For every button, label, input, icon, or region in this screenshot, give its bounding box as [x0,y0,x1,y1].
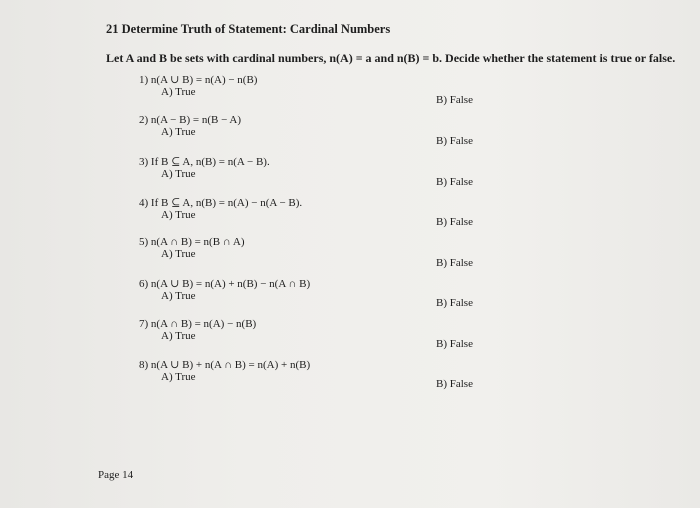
option-true: A) True [161,168,196,180]
option-true: A) True [161,209,196,221]
option-false: B) False [436,378,473,390]
question-statement: 2) n(A − B) = n(B − A) [139,114,242,126]
option-true: A) True [161,126,196,138]
question-statement: 6) n(A ∪ B) = n(A) + n(B) − n(A ∩ B) [139,278,311,290]
option-false: B) False [436,94,473,106]
option-true: A) True [161,248,196,260]
question-5 [139,236,245,261]
option-false: B) False [436,338,473,350]
section-heading: 21 Determine Truth of Statement: Cardinal Numbers [106,22,391,36]
question-6 [139,277,310,303]
question-statement: 8) n(A ∪ B) + n(A ∩ B) = n(A) + n(B) [139,359,311,371]
question-8 [139,358,310,384]
option-false: B) False [436,135,473,147]
question-1 [139,73,257,99]
question-3 [139,155,270,181]
question-statement: 7) n(A ∩ B) = n(A) − n(B) [139,318,257,330]
option-true: A) True [161,86,196,98]
question-2 [139,114,241,139]
question-statement: 1) n(A ∪ B) = n(A) − n(B) [139,74,258,86]
question-statement: 5) n(A ∩ B) = n(B ∩ A) [139,236,245,248]
option-false: B) False [436,176,473,188]
option-true: A) True [161,290,196,302]
option-true: A) True [161,330,196,342]
question-7 [139,318,256,343]
question-4 [139,196,302,222]
option-true: A) True [161,371,196,383]
page-number: Page 14 [98,469,134,481]
option-false: B) False [436,297,473,309]
question-statement: 4) If B ⊆ A, n(B) = n(A) − n(A − B). [139,197,303,209]
instructions: Let A and B be sets with cardinal numbers, n(A) = a and n(B) = b. Decide whether the statement is true or false. [106,51,676,65]
question-statement: 3) If B ⊆ A, n(B) = n(A − B). [139,156,270,168]
option-false: B) False [436,216,473,228]
option-false: B) False [436,257,473,269]
